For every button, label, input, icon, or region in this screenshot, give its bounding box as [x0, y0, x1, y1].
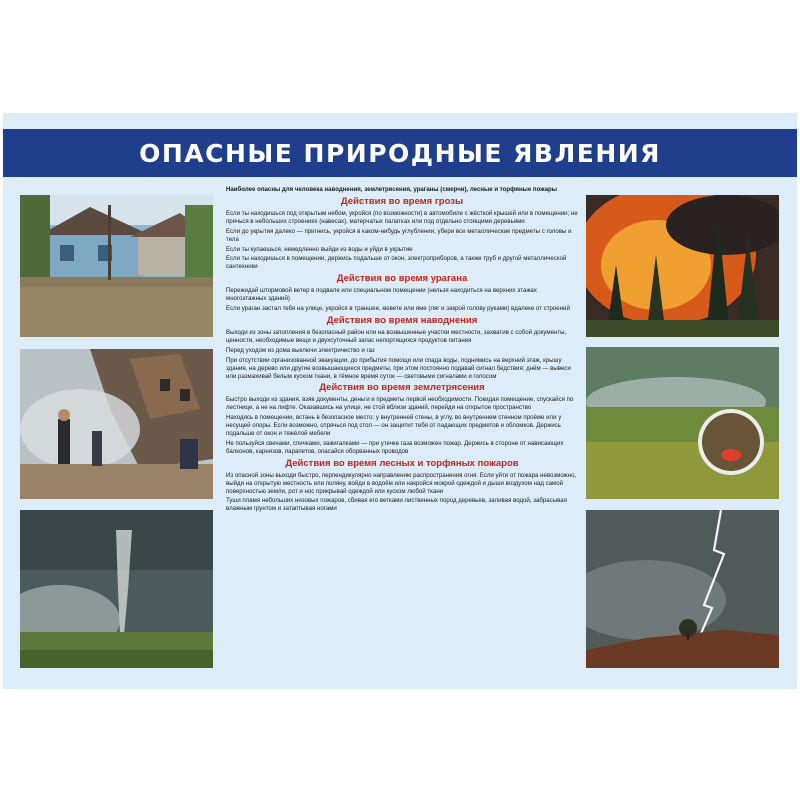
intro-text: Наиболее опасны для человека наводнения, землетрясения, ураганы (смерчи), лесные и торфяные пожары: [226, 186, 557, 193]
thunderstorm-photo: [586, 510, 779, 668]
paragraph: Не пользуйся свечами, спичками, зажигалками — при утечке газа возможен пожар. Держись в стороне от нависающих балконов, карнизов, парапетов, опасайся оборванных проводов: [226, 439, 564, 455]
flood-photo: [20, 195, 213, 337]
tornado-photo: [20, 510, 213, 668]
paragraph: Если ты находишься в помещении, держись подальше от окон, электроприборов, а также труб и другой металлической сантехники: [226, 255, 567, 271]
section-title-earthquake: Действия во время землетрясения: [319, 382, 485, 394]
section-title-hurricane: Действия во время урагана: [336, 273, 468, 285]
paragraph: Если ты купаешься, немедленно выйди из воды и уйди в укрытие: [226, 245, 413, 253]
forest-fire-photo: [586, 195, 779, 337]
safety-instructions: [226, 186, 578, 676]
paragraph: Быстро выходи из здания, взяв документы, деньги и предметы первой необходимости. Покидая помещение, спускайся по лестнице, а не на лифте. Оказавшись на улице, не стой вблизи зданий, перейди на открытое пространство: [226, 396, 574, 412]
earthquake-photo: [20, 349, 213, 499]
paragraph: Если до укрытия далеко — пригнись, укройся в каком-нибудь углублении, убери все металлические предметы с головы и тела: [226, 227, 572, 243]
paragraph: Перед уходом из дома выключи электричество и газ: [226, 346, 375, 354]
paragraph: Если ураган застал тебя на улице, укройся в траншее, кювете или яме (ляг и закрой голову руками) вдалеке от строений: [226, 305, 570, 313]
paragraph: При отсутствии организованной эвакуации, до прибытия помощи или спада воды, поднимись на верхний этаж, крышу здания, на дерево или другие возвышающиеся предметы, при этом постоянно подавай сигнал бедствия: днём — вывеси или размахивай белым куском ткани, в тёмное время суток — световыми сигналами и голосом: [226, 356, 571, 380]
title-bar: [3, 129, 797, 177]
paragraph: Если ты находишься под открытым небом, укройся (по возможности) в автомобиле с жёсткой крышей или в помещении; не прячься в небольших строениях (навесах), матерчатых палатках или под отдельно стоящими деревьями: [226, 209, 578, 225]
page-title: ОПАСНЫЕ ПРИРОДНЫЕ ЯВЛЕНИЯ: [139, 138, 661, 168]
section-title-flood: Действия во время наводнения: [326, 314, 478, 326]
paragraph: Из опасной зоны выходи быстро, перпендикулярно направлению распространения огня. Если уйти от пожара невозможно, выйди на открытую местность или поляну, войди в водоём или накройся мокрой одеждой и дыши воздухом над самой поверхностью земли, рот и нос прикрывай одеждой или куском любой ткани: [226, 471, 577, 495]
section-title-wildfire: Действия во время лесных и торфяных пожаров: [285, 457, 519, 469]
paragraph: Выходи из зоны затопления в безопасный район или на возвышенные участки местности, захватив с собой документы, ценности, необходимые вещи и двухсуточный запас непортящихся продуктов питания: [226, 328, 567, 344]
poster: [3, 113, 797, 689]
peat-fire-photo: [586, 347, 779, 499]
paragraph: Пережидай штормовой ветер в подвале или специальном помещении (нельзя находиться на верхних этажах многоэтажных зданий): [226, 287, 537, 303]
section-title-thunderstorm: Действия во время грозы: [340, 195, 464, 207]
paragraph: Туши пламя небольших низовых пожаров, сбивая его ветками лиственных пород деревьев, заливая водой, забрасывая влажным грунтом и затаптывая ногами: [226, 497, 567, 513]
paragraph: Находясь в помещении, встань в безопасное место: у внутренней стены, в углу, во внутреннем стенном проёме или у несущей опоры. Если возможно, спрячься под стол — он защитит тебя от падающих предметов и обломков. Держись подальше от окон и тяжёлой мебели: [226, 414, 562, 438]
